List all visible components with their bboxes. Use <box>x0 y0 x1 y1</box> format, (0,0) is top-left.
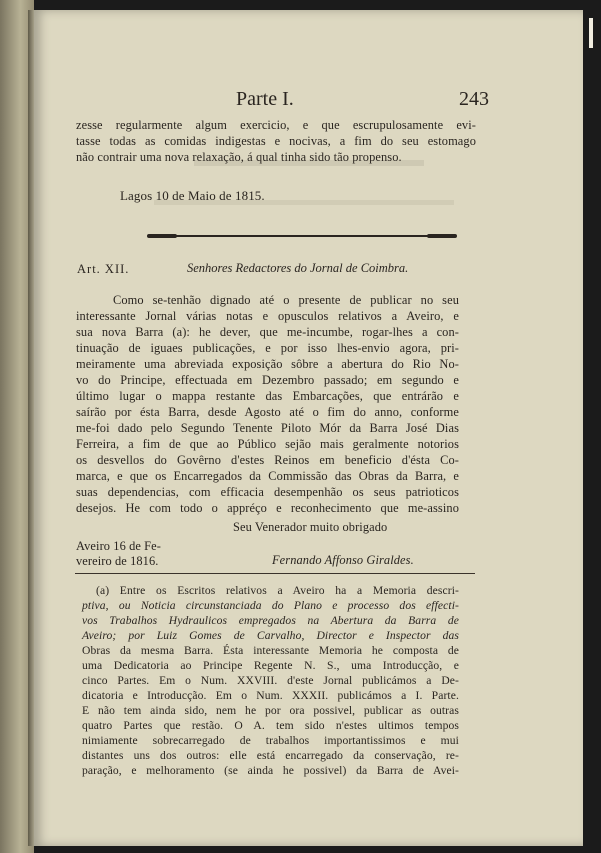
text-line: vo do Principe, effectuada em Dezembro passado; em segundo e <box>76 373 459 387</box>
footnote-line: (a) Entre os Escritos relativos a Aveiro ha a Memoria descri- <box>96 584 459 597</box>
text-line: último lugar o mappa restante das Embarcações, que entrárão e <box>76 389 459 403</box>
footnote-line: cinco Partes. Em o Num. XXVIII. d'este Jornal publicámos a De- <box>82 674 459 687</box>
text-line: saírão por ésta Barra, desde Agosto até o fim do anno, conforme <box>76 405 459 419</box>
dateline: Lagos 10 de Maio de 1815. <box>120 188 265 203</box>
text-line: suas dependencias, com efficacia desempenhão os seus patrioticos <box>76 485 459 499</box>
footnote-line: uma Dedicatoria ao Principe Regente N. S., uma Introducção, e <box>82 659 459 672</box>
text-line: os desvellos do Govêrno d'estes Reinos em beneficio d'ésta Co- <box>76 453 459 467</box>
footnote-line: Aveiro; por Luiz Gomes de Carvalho, Director e Inspector das <box>82 629 459 642</box>
page-edge-mark <box>589 18 593 48</box>
text-line: zesse regularmente algum exercicio, e que escrupulosamente evi- <box>76 118 476 132</box>
footnote-line: Obras da mesma Barra. Ésta interessante Memoria he composta de <box>82 644 459 657</box>
footnote-line: ptiva, ou Noticia circunstanciada do Plano e processo dos effecti- <box>82 599 459 612</box>
footnote-rule <box>75 573 475 574</box>
text-line: não contrair uma nova relaxação, á qual tinha sido tão propenso. <box>76 150 402 164</box>
footnote-line: quatro Partes que restão. O A. tem sido n'estes ultimos tempos <box>82 719 459 732</box>
closing-salutation: Seu Venerador muito obrigado <box>233 520 388 534</box>
article-label: Art. XII. <box>77 262 130 276</box>
text-line: Como se-tenhão dignado até o presente de publicar no seu <box>113 293 459 307</box>
text-line: desejos. He com todo o appréço e reconhecimento que me-assino <box>76 501 459 515</box>
footnote-line: E não tem ainda sido, nem he por ora possivel, publicar as outras <box>82 704 459 717</box>
page-number: 243 <box>459 88 489 110</box>
footnote-line: paração, e melhoramento (se ainda he possivel) da Barra de Avei- <box>82 764 459 777</box>
text-line: Ferreira, a fim de que ao Público sejão mais geralmente notorios <box>76 437 459 451</box>
text-line: sua nova Barra (a): he dever, que me-incumbe, rogar-lhes a con- <box>76 325 459 339</box>
article-addressee: Senhores Redactores do Jornal de Coimbra. <box>187 261 409 275</box>
text-line: tasse todas as comidas indigestas e nocivas, a fim do seu estomago <box>76 134 476 148</box>
signature: Fernando Affonso Giraldes. <box>272 553 414 567</box>
footnote-line: nimiamente sobrecarregado de trabalhos importantissimos e mui <box>82 734 459 747</box>
text-line: me-foi dado pelo Segundo Tenente Piloto Mór da Barra José Dias <box>76 421 459 435</box>
text-line: meiramente uma abreviada exposição sôbre a abertura do Rio No- <box>76 357 459 371</box>
text-line: tinuação de iguaes publicações, e por isso lhes-envio agora, pri- <box>76 341 459 355</box>
place-date: vereiro de 1816. <box>76 554 159 568</box>
place-date: Aveiro 16 de Fe- <box>76 539 161 553</box>
text-line: marca, e que os Encarregados da Commissão das Obras da Barra, e <box>76 469 459 483</box>
footnote-line: vos Trabalhos Hydraulicos empregados na Abertura da Barra de <box>82 614 459 627</box>
section-rule <box>149 235 455 237</box>
text-line: interessante Jornal várias notas e opusculos relativos a Aveiro, e <box>76 309 459 323</box>
footnote-line: dicatoria e Introducção. Em o Num. XXXII. publicámos a I. Parte. <box>82 689 459 702</box>
running-head: Parte I. <box>236 88 294 110</box>
footnote-line: distantes uns dos outros: elle está encarregado da conservação, re- <box>82 749 459 762</box>
